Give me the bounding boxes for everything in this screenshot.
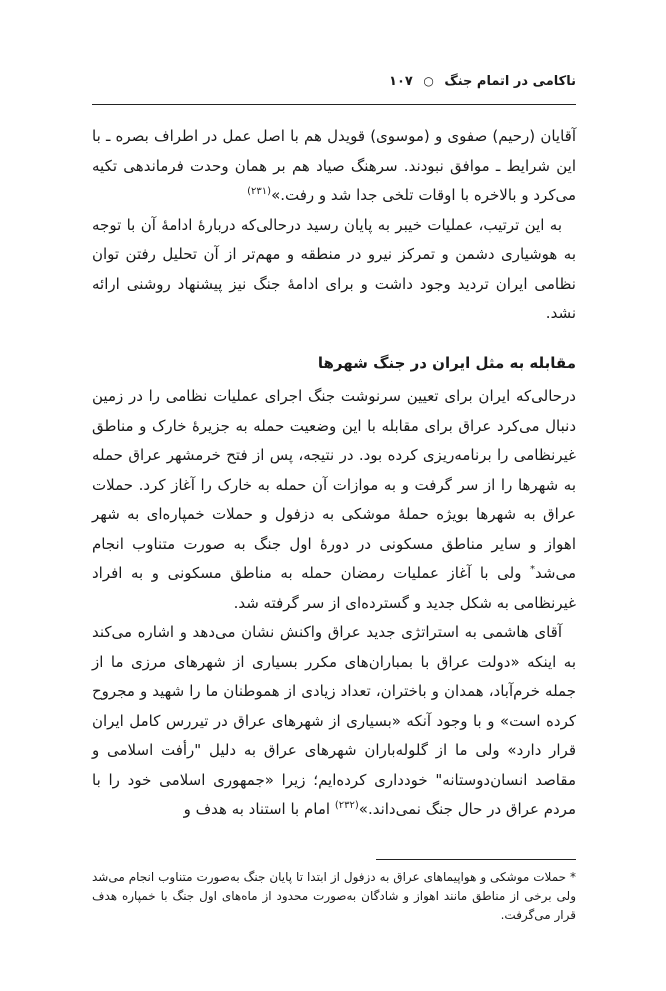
paragraph-2: به این ترتیب، عملیات خیبر به پایان رسید درحالی‌که دربارهٔ ادامهٔ آن با توجه به هوشیاری دشمن و تمرکز نیرو در منطقه و مهم‌تر از آن تحلیل رفتن توان نظامی ایران تردید وجود داشت و برای ادامهٔ جنگ نیز پیشنهاد روشنی ارائه نشد. xyxy=(92,215,576,322)
paragraph-1-text: آقایان (رحیم) صفوی و (موسوی) قویدل هم با اصل عمل در اطراف بصره ـ با این شرایط ـ موافق نبودند. سرهنگ صیاد هم بر همان وحدت فرماندهی تکیه می‌کرد و بالاخره با اوقات تلخی جدا شد و رفت.» xyxy=(92,127,576,204)
reference-232: (۲۳۲) xyxy=(334,800,359,811)
paragraph-1 xyxy=(92,122,576,211)
paragraph-3 xyxy=(92,382,576,618)
paragraph-4-text: آقای هاشمی به استراتژی جدید عراق واکنش نشان می‌دهد و اشاره می‌کند به اینکه «دولت عراق با بمباران‌های مکرر بسیاری از شهرهای مرزی ما از جمله خرم‌آباد، همدان و باختران، تعداد زیادی از هموطنان ما را شهید و مجروح کرده است» و با وجود آنکه «بسیاری از شهرهای عراق در تیررس کامل ایران قرار دارد» ولی ما از گلوله‌باران شهرهای عراق به دلیل "رأفت اسلامی و مقاصد انسان‌دوستانه" خودداری کرده‌ایم؛ زیرا «جمهوری اسلامی خود را با مردم عراق در حال جنگ نمی‌داند.» xyxy=(92,623,576,818)
header-rule xyxy=(92,104,576,105)
circle-separator-icon: ○ xyxy=(423,74,434,88)
running-title: ناکامی در اتمام جنگ xyxy=(444,74,576,89)
footnote: * حملات موشکی و هواپیماهای عراق به دزفول از ابتدا تا پایان جنگ به‌صورت متناوب انجام می‌شد ولی برخی از مناطق مانند اهواز و شادگان به‌صورت محدود از ماه‌های اول جنگ با خمپاره هدف قرار می‌گرفت. xyxy=(92,870,576,922)
paragraph-4-tail: امام با استناد به هدف و xyxy=(183,800,335,818)
footnote-marker: * xyxy=(530,564,536,575)
running-header xyxy=(92,72,576,91)
paragraph-3-text: درحالی‌که ایران برای تعیین سرنوشت جنگ اجرای عملیات نظامی را در زمین دنبال می‌کرد عراق برای مقابله با این وضعیت حمله به جزیرهٔ خارک و مناطق غیرنظامی را برنامه‌ریزی کرده بود. در نتیجه، پس از فتح خرمشهر عراق حمله به شهرها را از سر گرفت و به موازات آن حمله به خارک را آغاز کرد. حملات عراق به شهرها بویژه حملهٔ موشکی به دزفول و حملات خمپاره‌ای به شهر اهواز و سایر مناطق مسکونی در دورهٔ اول جنگ به صورت متناوب انجام می‌شد xyxy=(92,387,576,582)
paragraph-4 xyxy=(92,618,576,825)
paragraph-3-tail: ولی با آغاز عملیات رمضان حمله به مناطق مسکونی و به افراد غیرنظامی به شکل جدید و گسترده‌ای از سر گرفته شد. xyxy=(92,564,576,612)
footnote-rule xyxy=(376,859,576,860)
reference-231: (۲۳۱) xyxy=(247,186,272,197)
section-title: مقابله به مثل ایران در جنگ شهرها xyxy=(317,353,576,372)
page-number: ۱۰۷ xyxy=(389,74,413,89)
main-text xyxy=(92,122,576,825)
